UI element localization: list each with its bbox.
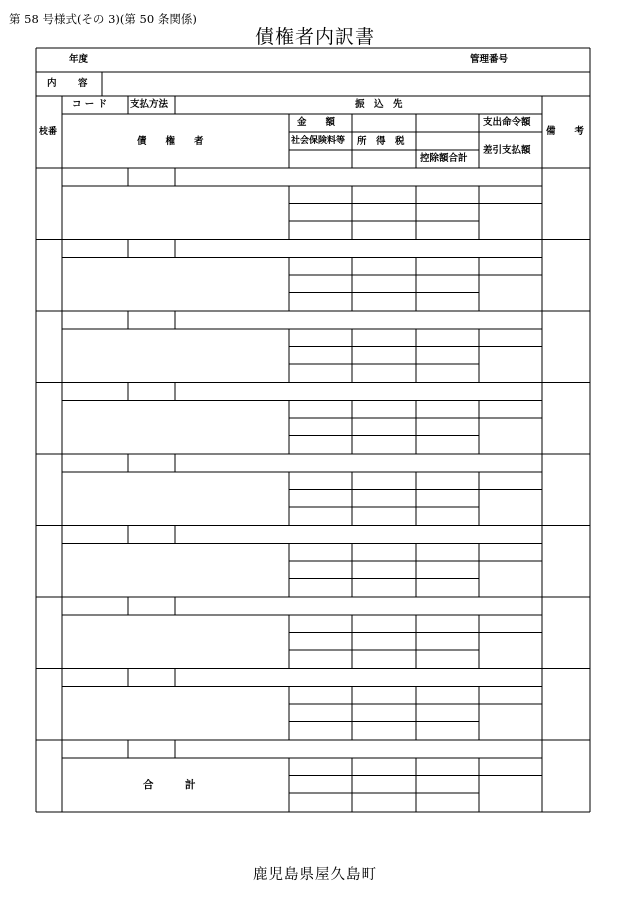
transfer-destination-label: 振 込 先	[355, 99, 403, 110]
content-label: 内 容	[47, 78, 94, 89]
remarks-label: 備 考	[546, 126, 585, 137]
social-insurance-label: 社会保険料等	[291, 136, 346, 146]
form-number-note: 第 58 号様式(その 3)(第 50 条関係)	[9, 12, 197, 26]
municipality-name: 鹿児島県屋久島町	[253, 867, 377, 883]
payment-order-amount-label: 支出命令額	[483, 117, 531, 128]
document-title: 債権者内訳書	[254, 26, 375, 48]
management-number-label: 管理番号	[470, 54, 509, 65]
payment-method-label: 支払方法	[130, 99, 169, 110]
code-label: コ ー ド	[72, 99, 108, 110]
deduction-total-label: 控除額合計	[420, 153, 468, 164]
creditor-label: 債 権 者	[137, 136, 204, 147]
amount-label: 金 額	[297, 117, 336, 128]
total-label: 合 計	[143, 779, 196, 791]
branch-number-label: 枝番	[39, 127, 58, 137]
income-tax-label: 所 得 税	[357, 136, 405, 147]
net-payment-label: 差引支払額	[483, 145, 531, 156]
fiscal-year-label: 年度	[69, 54, 89, 65]
